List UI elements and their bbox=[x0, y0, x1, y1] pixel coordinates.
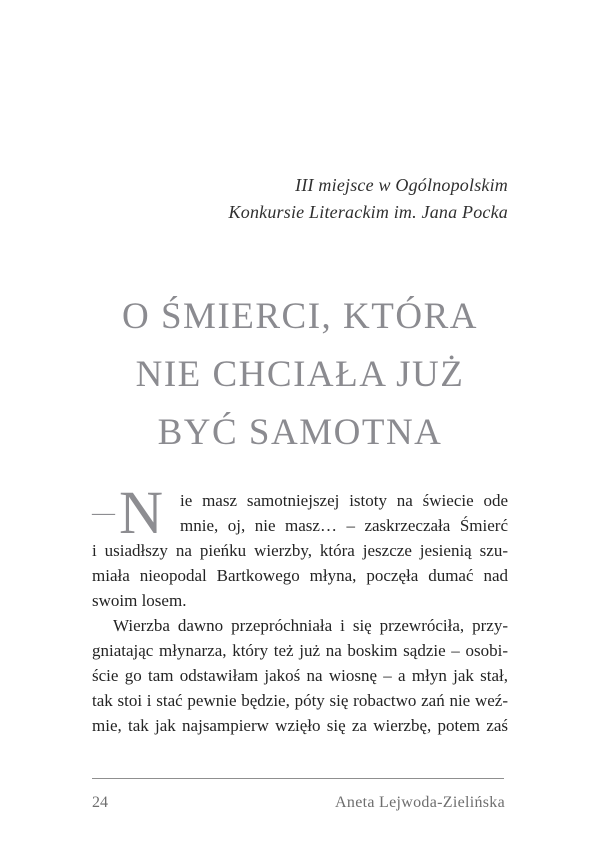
body-text bbox=[92, 480, 508, 738]
title-line: BYĆ SAMOTNA bbox=[157, 411, 443, 453]
author-name: Aneta Lejwoda-Zielińska bbox=[335, 794, 505, 811]
epigraph-line: Konkursie Literackim im. Jana Pocka bbox=[228, 202, 508, 222]
body-line: mnie, oj, nie masz… – zaskrzeczała Śmierć bbox=[180, 516, 508, 535]
chapter-title bbox=[0, 288, 600, 462]
body-line: swoim losem. bbox=[92, 591, 187, 610]
title-line: NIE CHCIAŁA JUŻ bbox=[135, 353, 465, 395]
dialogue-dash: — bbox=[92, 500, 115, 525]
body-line: ście go tam odstawiłam jakoś na wiosnę – a młyn jak stał, bbox=[92, 666, 508, 685]
paragraph-second bbox=[92, 613, 508, 738]
footer-rule bbox=[92, 778, 504, 779]
paragraph-first bbox=[92, 480, 508, 613]
body-line: ie masz samotniejszej istoty na świecie ode bbox=[180, 491, 508, 510]
body-line: tak stoi i stać pewnie będzie, póty się robactwo zań nie weź- bbox=[92, 691, 508, 710]
body-line: Wierzba dawno przepróchniała i się przewróciła, przy- bbox=[113, 616, 508, 635]
body-line: mie, tak jak najsampierw wzięło się za wierzbę, potem zaś bbox=[92, 716, 508, 735]
page-number: 24 bbox=[92, 794, 108, 811]
drop-cap: N bbox=[119, 480, 164, 547]
body-line: gniatając młynarza, który też już na boskim sądzie – osobi- bbox=[92, 641, 508, 660]
body-line: i usiadłszy na pieńku wierzby, która jeszcze jesienią szu- bbox=[92, 541, 508, 560]
body-line: miała nieopodal Bartkowego młyna, poczęła dumać nad bbox=[92, 566, 508, 585]
epigraph-line: III miejsce w Ogólnopolskim bbox=[295, 175, 508, 195]
epigraph bbox=[229, 172, 508, 226]
title-line: O ŚMIERCI, KTÓRA bbox=[122, 295, 478, 337]
